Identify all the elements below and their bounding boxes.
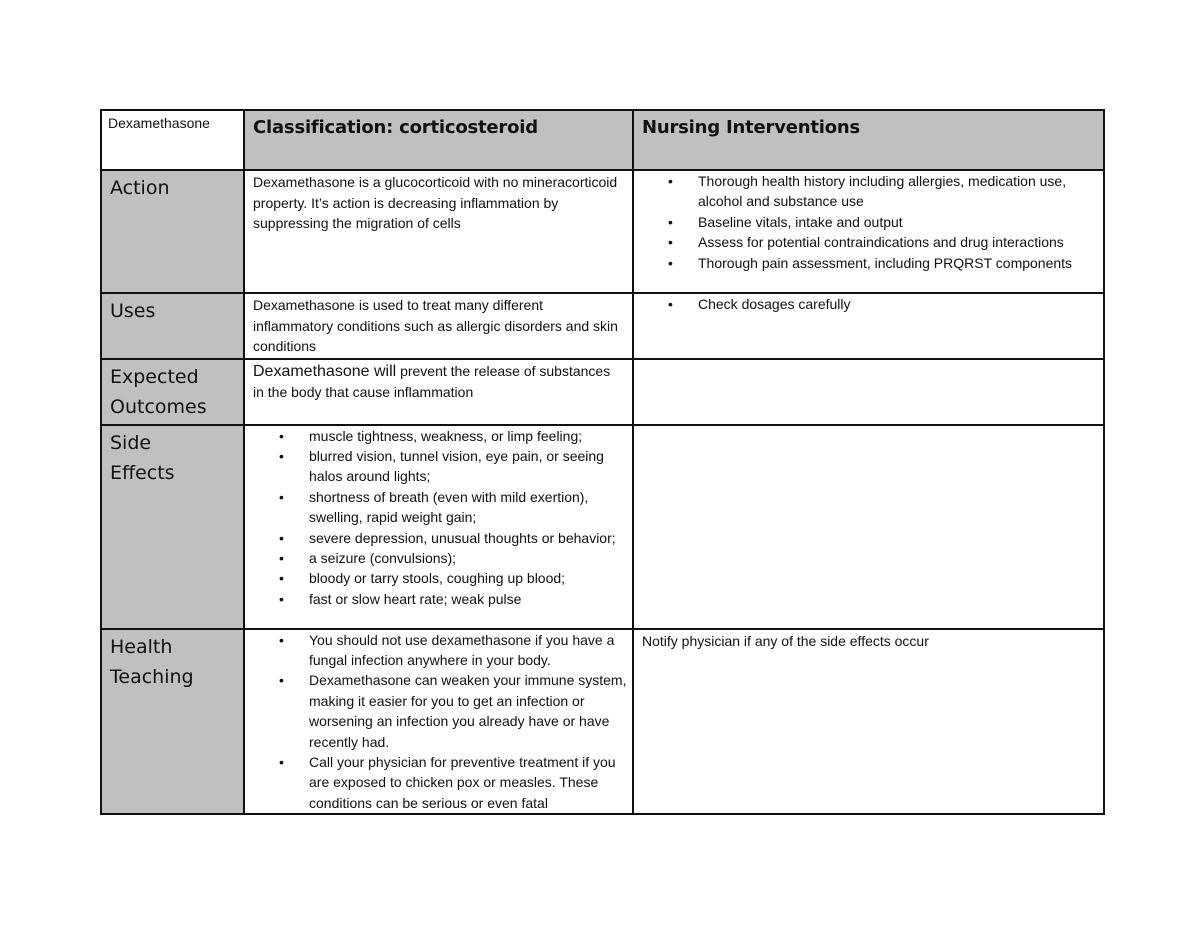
list-item: • fast or slow heart rate; weak pulse <box>279 590 522 607</box>
expected-outcomes-row <box>101 359 1104 425</box>
drug-name-cell <box>101 110 244 170</box>
health-teaching-label: Health Teaching <box>110 635 194 688</box>
expected-outcomes-label: Expected Outcomes <box>110 365 207 418</box>
list-item: • Call your physician for preventive treatment if you are exposed to chicken pox or measles. These conditions can be serious or even fatal <box>279 753 616 811</box>
interventions-heading: Nursing Interventions <box>642 117 861 138</box>
list-item: • blurred vision, tunnel vision, eye pain, or seeing halos around lights; <box>279 447 604 485</box>
action-row <box>101 170 1104 293</box>
list-item: • bloody or tarry stools, coughing up blood; <box>279 570 566 587</box>
health-teaching-list <box>245 630 632 814</box>
classification-cell <box>244 110 633 170</box>
list-item: • Thorough health history including allergies, medication use, alcohol and substance use <box>668 173 1067 210</box>
list-item: • Assess for potential contraindications and drug interactions <box>668 234 1064 251</box>
side-effects-label-cell <box>101 425 244 629</box>
list-item: • Check dosages carefully <box>668 296 851 312</box>
uses-interventions-list <box>634 294 1103 314</box>
drug-card-table <box>100 109 1105 815</box>
health-teaching-list-cell <box>244 629 633 815</box>
expected-outcomes-text-cell <box>244 359 633 425</box>
list-item: • muscle tightness, weakness, or limp feeling; <box>279 427 583 444</box>
side-effects-list-cell <box>244 425 633 629</box>
action-text-cell <box>244 170 633 293</box>
list-item: • a seizure (convulsions); <box>279 549 457 566</box>
list-item: • severe depression, unusual thoughts or behavior; <box>279 529 616 546</box>
side-effects-empty-cell <box>633 425 1104 629</box>
expected-outcomes-empty-cell <box>633 359 1104 425</box>
expected-outcomes-text: Dexamethasone will prevent the release of substances in the body that cause inflammation <box>253 362 611 400</box>
list-item: • Thorough pain assessment, including PRQRST components <box>668 254 1073 271</box>
list-item: • Dexamethasone can weaken your immune system, making it easier for you to get an infection or worsening an infection you already have or have recently had. <box>279 672 627 750</box>
health-teaching-label-cell <box>101 629 244 815</box>
uses-text-cell <box>244 293 633 359</box>
uses-interventions-cell <box>633 293 1104 359</box>
action-label-cell <box>101 170 244 293</box>
classification-heading: Classification: corticosteroid <box>253 117 538 138</box>
uses-row <box>101 293 1104 359</box>
health-teaching-intervention: Notify physician if any of the side effects occur <box>642 632 929 649</box>
side-effects-label: Side Effects <box>110 431 175 484</box>
side-effects-row <box>101 425 1104 629</box>
list-item: • shortness of breath (even with mild exertion), swelling, rapid weight gain; <box>279 488 589 526</box>
action-interventions-list <box>634 171 1103 273</box>
uses-text: Dexamethasone is used to treat many different inflammatory conditions such as allergic disorders and skin conditions <box>253 297 618 354</box>
interventions-heading-cell <box>633 110 1104 170</box>
health-teaching-intervention-cell <box>633 629 1104 815</box>
list-item: • You should not use dexamethasone if you have a fungal infection anywhere in your body. <box>279 631 615 668</box>
expected-outcomes-label-cell <box>101 359 244 425</box>
action-label: Action <box>110 177 170 199</box>
action-text: Dexamethasone is a glucocorticoid with no mineracorticoid property. It’s action is decreasing inflammation by suppressing the migration of cells <box>253 174 618 231</box>
health-teaching-row <box>101 629 1104 815</box>
uses-label-cell <box>101 293 244 359</box>
action-interventions-cell <box>633 170 1104 293</box>
list-item: • Baseline vitals, intake and output <box>668 213 903 230</box>
uses-label: Uses <box>110 300 156 322</box>
drug-name: Dexamethasone <box>108 115 210 131</box>
side-effects-list <box>245 426 632 610</box>
header-row <box>101 110 1104 170</box>
